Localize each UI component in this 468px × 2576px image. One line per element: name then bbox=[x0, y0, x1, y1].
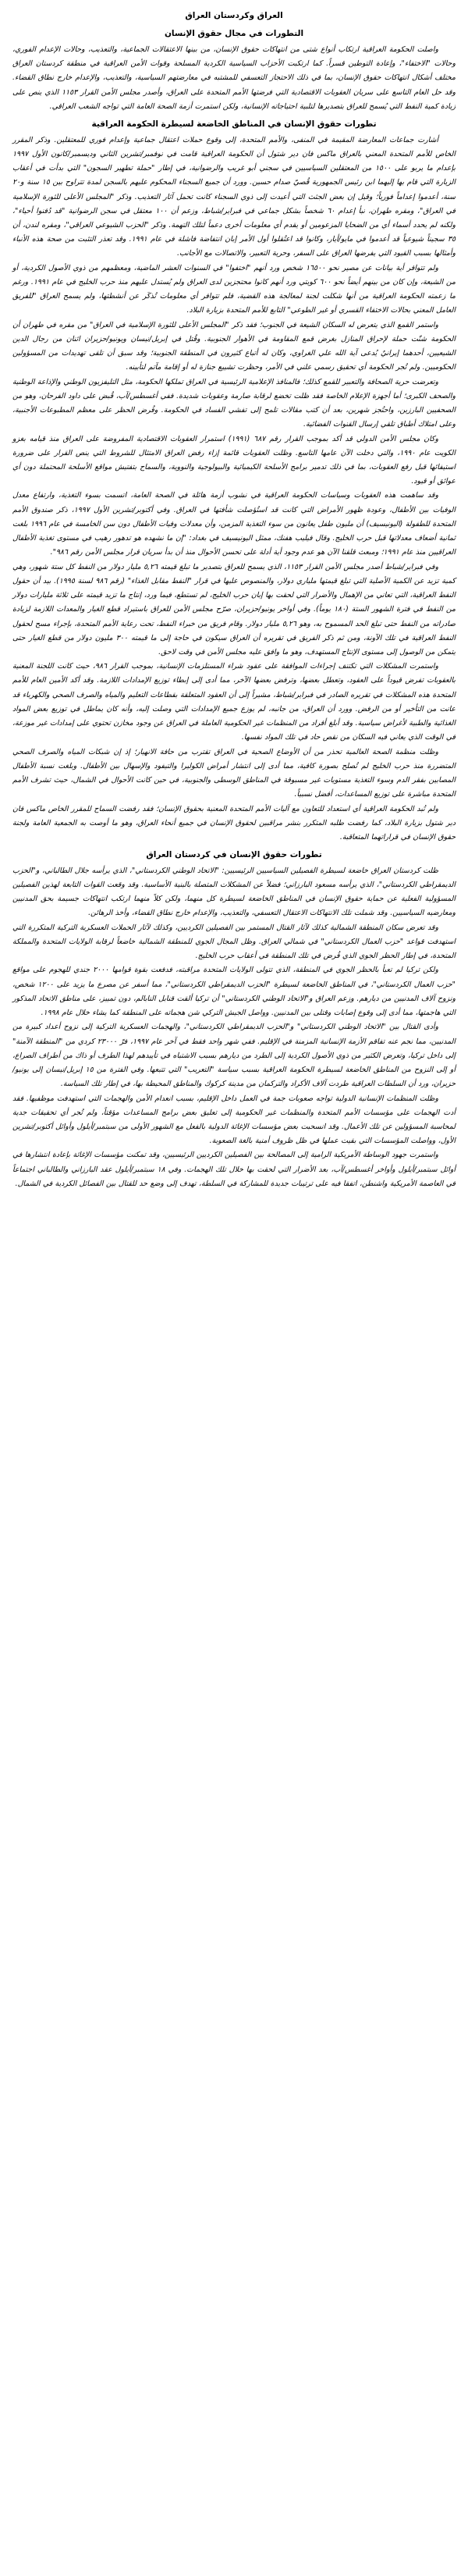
paragraph: وتعرضت حرية الصحافة والتعبير للقمع كذلك؛ فالمنافذ الإعلامية الرئيسية في العراق تملكها الحكومة، مثل التليفزيون الوطني والإذاعة الوطنية والصحف الكبرى؛ أما أجهزة الإعلام الخاصة فقد ظلت تخضع لرقابة صارمة وعقوبات شديدة. ففي أغسطس/آب، قُبض على داود الفرحان، وهو من الصحفيين البارزين، واحتُجز شهرين، بعد أن كتب مقالات تلمح إلى تفشي الفساد في الحكومة. وفُرض الحظر على معظم المطبوعات الأجنبية، وعلى امتلاك أطباق تلقي إرسال القنوات الفضائية. bbox=[12, 377, 456, 429]
paragraph: وفي فبراير/شباط أصدر مجلس الأمن القرار ١١٥٣، الذي يسمح للعراق بتصدير ما تبلغ قيمته ٥,٢٦ مليار دولار من النفط كل ستة شهور، وهي كمية تزيد عن الكمية الأصلية التي تبلغ قيمتها ملياري دولار، والمنصوص عليها في قرار "النفط مقابل الغذاء" (رقم ٩٨٦ لسنة ١٩٩٥). بيد أن حقول النفط العراقية، التي تعاني من الإهمال والأضرار التي لحقت بها إبان حرب الخليج، لم تستطع، فيما ورد، إنتاج ما تزيد قيمته على ثلاثة مليارات دولار من النفط في فترة الشهور الستة (١٨٠ يوماً). وفي أواخر يونيو/حزيران، صرّح مجلس الأمن للعراق باستيراد قطع الغيار والمعدات اللازمة لزيادة صادراته من النفط حتى تبلغ الحد المسموح به، وهو ٥,٢٦ مليار دولار. وقام فريق من خبراء النفط، تحت رعاية الأمم المتحدة، بإجراء مسح لحقول النفط العراقية في تلك الآونة، ومن ثم ذكر الفريق في تقريره أن العراق سيكون في حاجة إلى ما قيمته ٣٠٠ مليون دولار من قطع الغيار حتى يتمكن من الوصول إلى مستوى الإنتاج المستهدف، وهو ما وافق عليه مجلس الأمن في وقت لاحق. bbox=[12, 562, 456, 657]
paragraph: أشارت جماعات المعارضة المقيمة في المنفى، والأمم المتحدة، إلى وقوع حملات اعتقال جماعية وإعدام فوري للمعتقلين. وذكر المقرر الخاص للأمم المتحدة المعني بالعراق ماكس فان دير شتول أن الحكومة العراقية قامت في نوفمبر/تشرين الثاني وديسمبر/كانون الأول ١٩٩٧ بإعدام ما يربو على ١٥٠٠ من المعتقلين السياسيين في سجني أبو غريب والرضوانية، في إطار "حملة تطهير السجون" التي بدأت في أعقاب الزيارة التي قام بها إليهما ابن رئيس الجمهورية قُصيّ صدام حسين. وورد أن جميع السجناء المحكوم عليهم بالسجن لمدة تتراوح بين ١٥ سنة و٢٠ سنة، أعدموا إعداماً فورياً؛ وقيل إن بعض الجثث التي أعيدت إلى ذوي السجناء كانت تحمل آثار التعذيب. وذكر "المجلس الأعلى للثورة الإسلامية في العراق"، ومقره طهران، نبأ إعدام ٦٠ شخصاً بشكل جماعي في فبراير/شباط، وزعم أن ١٠٠ معتقل في سجن الرضوانية "قد دُفنوا أحياء"، ولكنه لم يحدد أسماء أي من الضحايا المزعومين أو يقدم أي معلومات أخرى دعماً لتلك التهمة. وذكر "الحزب الشيوعي العراقي"، ومقره لندن، أن ٣٥ سجيناً شيوعياً قد أعدموا في مايو/أيار، وكانوا قد اعتُقلوا أول الأمر إبان انتفاضة فاشلة في عام ١٩٩١. وقد تعذر التثبت من صحة هذه الأنباء وأمثالها بسبب القيود التي يفرضها العراق على السفر، وحرية التعبير، والاتصالات مع الأجانب. bbox=[12, 135, 456, 258]
paragraph: وقد ساهمت هذه العقوبات وسياسات الحكومة العراقية في نشوب أزمة هائلة في الصحة العامة، اتسمت بسوء التغذية، وارتفاع معدل الوفيات بين الأطفال، وعودة ظهور الأمراض التي كانت قد استُؤصلت شأفتها في العراق. وفي أكتوبر/تشرين الأول ١٩٩٧، ذكر صندوق الأمم المتحدة للطفولة (اليونيسيف) أن مليون طفل يعانون من سوء التغذية المزمن، وأن معدلات وفيات الأطفال دون سن الخامسة في عام ١٩٩٦ بلغت ثمانية أضعاف معدلاتها قبل حرب الخليج. وقال فيليب هفنك، ممثل اليونيسيف في بغداد: "إن ما نشهده هو تدهور رهيب في مستوى تغذية الأطفال العراقيين منذ عام ١٩٩١؛ ومبعث قلقنا الآن هو عدم وجود أية أدلة على تحسن الأحوال منذ أن بدأ سريان قرار مجلس الأمن رقم ٩٨٦". bbox=[12, 491, 456, 557]
paragraph: واصلت الحكومة العراقية ارتكاب أنواع شتى من انتهاكات حقوق الإنسان، من بينها الاعتقالات الجماعية، والتعذيب، وحالات الإعدام الفوري، وحالات "الاختفاء"، وإعادة التوطين قسراً. كما ارتكبت الأحزاب السياسية الكردية المسلحة وقوات الأمن العراقية في منطقة كردستان العراق مختلف أشكال انتهاكات حقوق الإنسان، بما في ذلك الاحتجاز التعسفي للمشتبه في معارضتهم السياسية، والتعذيب، والإعدام خارج نطاق القضاء. وقد حل العام التاسع على سريان العقوبات الاقتصادية التي فرضتها الأمم المتحدة على العراق، وأصدر مجلس الأمن القرار ١١٥٣ الذي ينص على زيادة كمية النفط التي يُسمح للعراق بتصديرها لتلبية احتياجاته الإنسانية، ولكن استمرت أزمة الصحة العامة التي تواجه الشعب العراقي. bbox=[12, 44, 456, 111]
document-title: العراق وكردستان العراق bbox=[185, 11, 283, 20]
section-heading-iraqi-kurdistan: تطورات حقوق الإنسان في كردستان العراق bbox=[146, 850, 322, 860]
paragraph: ولم تُبد الحكومة العراقية أي استعداد للتعاون مع آليات الأمم المتحدة المعنية بحقوق الإنسان؛ فقد رفضت السماح للمقرر الخاص ماكس فان دير شتول بزيارة البلاد، كما رفضت طلبه المتكرر بنشر مراقبين لحقوق الإنسان في جميع أنحاء العراق، وهو ما أوصت به الجمعية العامة ولجنة حقوق الإنسان في قراراتهما المتعاقبة. bbox=[12, 804, 456, 842]
paragraph: وكان مجلس الأمن الدولي قد أكد بموجب القرار رقم ٦٨٧ (١٩٩١) استمرار العقوبات الاقتصادية المفروضة على العراق منذ قيامه بغزو الكويت عام ١٩٩٠، والتي دخلت الآن عامها التاسع. وظلت العقوبات قائمة إزاء رفض العراق الامتثال للشروط التي ينص القرار على ضرورة استيفائها قبل رفع العقوبات، بما في ذلك تدمير برامج الأسلحة الكيميائية والبيولوجية والنووية، والسماح بتفتيش مواقع الأسلحة المحتملة دون أي عوائق أو قيود. bbox=[12, 434, 456, 486]
paragraph: وأدى القتال بين "الاتحاد الوطني الكردستاني" و"الحزب الديمقراطي الكردستاني"، والهجمات العسكرية التركية إلى نزوح أعداد كبيرة من المدنيين، مما نجم عنه تفاقم الأزمة الإنسانية المزمنة في الإقليم. ففي شهر واحد فقط في آخر عام ١٩٩٧، فرّ ٢٣٠٠٠ كردي من "المنطقة الآمنة" إلى داخل تركيا، وتعرض الكثير من ذوي الأصول الكردية إلى الطرد من ديارهم بسبب الاشتباه في تأييدهم لهذا الطرف أو ذاك من أطراف الصراع، أو إلى النزوح من المناطق الخاضعة لسيطرة الحكومة العراقية بسبب سياسة "التعريب" التي تتبعها. وفي الفترة من ١٥ إبريل/نيسان إلى يونيو/حزيران، ورد أن السلطات العراقية طردت آلاف الأكراد والتركمان من مدينة كركوك والمناطق المحيطة بها، في إطار تلك السياسة. bbox=[12, 1023, 456, 1089]
section-heading-human-rights-developments: التطورات في مجال حقوق الإنسان bbox=[164, 29, 304, 39]
paragraph: ولكن تركيا لم تعبأ بالحظر الجوي في المنطقة، الذي تتولى الولايات المتحدة مراقبته، فدفعت بقوة قوامها ٢٠٠٠ جندي للهجوم على مواقع "حزب العمال الكردستاني"، في المناطق الخاضعة لسيطرة "الحزب الديمقراطي الكردستاني"، مما أسفر عن مصرع ما يزيد على ١٢٠٠ شخص، ونزوح آلاف المدنيين من ديارهم. وزعم العراق و"الاتحاد الوطني الكردستاني" أن تركيا ألقت قنابل النابالم، دون تمييز، على مناطق الاتحاد المذكور التي هاجمتها، مما أدى إلى وقوع إصابات وقتلى بين المدنيين. وواصل الجيش التركي شن هجماته على المنطقة كما يشاء خلال عام ١٩٩٨. bbox=[12, 966, 456, 1018]
paragraph: ظلت كردستان العراق خاضعة لسيطرة الفصيلين السياسيين الرئيسيين: "الاتحاد الوطني الكردستاني"، الذي يرأسه جلال الطالباني، و"الحزب الديمقراطي الكردستاني"، الذي يرأسه مسعود البارزاني؛ فضلاً عن المشكلات المتصلة بالبنية الأساسية. وقد وقعت القوات التابعة لهذين الفصيلين المسؤولية الفعلية عن حماية حقوق الإنسان في المناطق الخاضعة لسيطرة كل منهما، ولكن كلاً منهما ارتكب انتهاكات جسيمة بحق المدنيين ومعارضيه السياسيين. وقد شملت تلك الانتهاكات الاعتقال التعسفي، والتعذيب، والإعدام خارج نطاق القضاء، وأخذ الرهائن. bbox=[12, 866, 456, 918]
paragraph: واستمر القمع الذي يتعرض له السكان الشيعة في الجنوب؛ فقد ذكر "المجلس الأعلى للثورة الإسلامية في العراق" من مقره في طهران أن الحكومة شنّت حملة لإحراق المنازل بغرض قمع المقاومة في الأهوار الجنوبية. وقُتل في إبريل/نيسان ويونيو/حزيران اثنان من رجال الدين الشيعيين، أحدهما إيرانيٌ يُدعى آية الله علي الغراوي، وكان له أتباع كثيرون في المنطقة الجنوبية؛ وقد سبق أن تلقى تهديدات من المسؤولين الحكوميين. ولم تُجر الحكومة أي تحقيق رسمي علني في الأمر، وحظرت تشييع جنازة له أو إقامة مآتم لتأبينه. bbox=[12, 320, 456, 372]
paragraph: ولم تتوافر أية بيانات عن مصير نحو ١٦٥٠٠ شخص ورد أنهم "اختفوا" في السنوات العشر الماضية، ومعظمهم من ذوي الأصول الكردية، أو من الشيعة، وإن كان من بينهم أيضاً نحو ٦٠٠ كويتي ورد أنهم كانوا محتجزين لدى العراق ولم يُستدل عليهم منذ حرب الخليج في عام ١٩٩١. ورغم ما زعمته الحكومة العراقية من أنها شكلت لجنة لمعالجة هذه القضية، فلم تتوافر أي معلومات تُذكَر عن أنشطتها، ولم يسمح العراق "للفريق العامل المعني بحالات الاختفاء القسري أو غير الطوعي" التابع للأمم المتحدة بزيارة البلاد. bbox=[12, 263, 456, 315]
paragraph: وظلت منظمة الصحة العالمية تحذر من أن الأوضاع الصحية في العراق تقترب من حافة الانهيار؛ إذ إن شبكات المياه والصرف الصحي المتضررة منذ حرب الخليج لم تُصلح بصورة كافية، مما أدى إلى انتشار أمراض الكوليرا والتيفود والإسهال بين الأطفال. وبلغت نسبة الأطفال المصابين بفقر الدم وسوء التغذية مستويات غير مسبوقة في المناطق الوسطى والجنوبية، في حين كانت الأحوال في الشمال، حيث تشرف الأمم المتحدة مباشرة على توزيع المساعدات، أفضل نسبياً. bbox=[12, 747, 456, 799]
section-heading-government-controlled-areas: تطورات حقوق الإنسان في المناطق الخاضعة لسيطرة الحكومة العراقية bbox=[91, 119, 377, 130]
paragraph: وقد تعرض سكان المنطقة الشمالية كذلك لآثار القتال المستمر بين الفصيلين الكرديين، وكذلك لآثار الحملات العسكرية التركية المتكررة التي استهدفت قواعد "حزب العمال الكردستاني" في شمالي العراق. وظل المجال الجوي للمنطقة الشمالية خاضعاً لرقابة الولايات المتحدة والمملكة المتحدة، في إطار الحظر الجوي الذي فُرض في تلك المنطقة في أعقاب حرب الخليج. bbox=[12, 923, 456, 961]
paragraph: واستمرت المشكلات التي تكتنف إجراءات الموافقة على عقود شراء المستلزمات الإنسانية، بموجب القرار ٩٨٦، حيث كانت اللجنة المعنية بالعقوبات تفرض قيوداً على العقود، وتعطل بعضها، وترفض بعضها الآخر، مما أدى إلى إبطاء توزيع الإمدادات اللازمة. وقد أكد الأمين العام للأمم المتحدة هذه المشكلات في تقريره الصادر في فبراير/شباط، مشيراً إلى أن العقود المتعلقة بقطاعات التعليم والمياه والصرف الصحي والكهرباء قد عانت من التأخير أو من الرفض. وورد أن العراق، من جانبه، لم يوزع جميع الإمدادات التي وصلت إليه، وأنه كان يماطل في توزيع بعض المواد الغذائية والطبية لأغراض سياسية. وقد أبلغ أفراد من المنظمات غير الحكومية العاملة في العراق عن وجود مخازن تحتوي على إمدادات غير موزعة، في الوقت الذي يعاني فيه السكان من نقص حاد في تلك المواد نفسها. bbox=[12, 662, 456, 742]
paragraph: وظلت المنظمات الإنسانية الدولية تواجه صعوبات جمة في العمل داخل الإقليم، بسبب انعدام الأمن والهجمات التي استهدفت موظفيها. فقد أدت الهجمات على مؤسسات الأمم المتحدة والمنظمات غير الحكومية إلى تعليق بعض برامج المساعدات مؤقتاً، ولم تُجر أي تحقيقات جدية لمحاسبة المسؤولين عن تلك الأعمال. وقد انسحبت بعض مؤسسات الإغاثة الدولية بالفعل مع الشهور الأولى من سبتمبر/أيلول وأوائل أكتوبر/تشرين الأول، وواصلت المؤسسات التي بقيت عملها في ظل ظروف أمنية بالغة الصعوبة. bbox=[12, 1094, 456, 1146]
paragraph: واستمرت جهود الوساطة الأمريكية الرامية إلى المصالحة بين الفصيلين الكرديين الرئيسيين، وقد تمكنت مؤسسات الإغاثة بإعادة انتشارها في أوائل سبتمبر/أيلول وأواخر أغسطس/آب، بعد الأضرار التي لحقت بها خلال تلك الهجمات. وفي ١٨ سبتمبر/أيلول عقد البارزاني والطالباني اجتماعاً في العاصمة الأمريكية واشنطن، اتفقا فيه على ترتيبات جديدة للمشاركة في السلطة، تهدف إلى وضع حد للقتال بين الفصائل الكردية في الشمال. bbox=[12, 1151, 456, 1188]
